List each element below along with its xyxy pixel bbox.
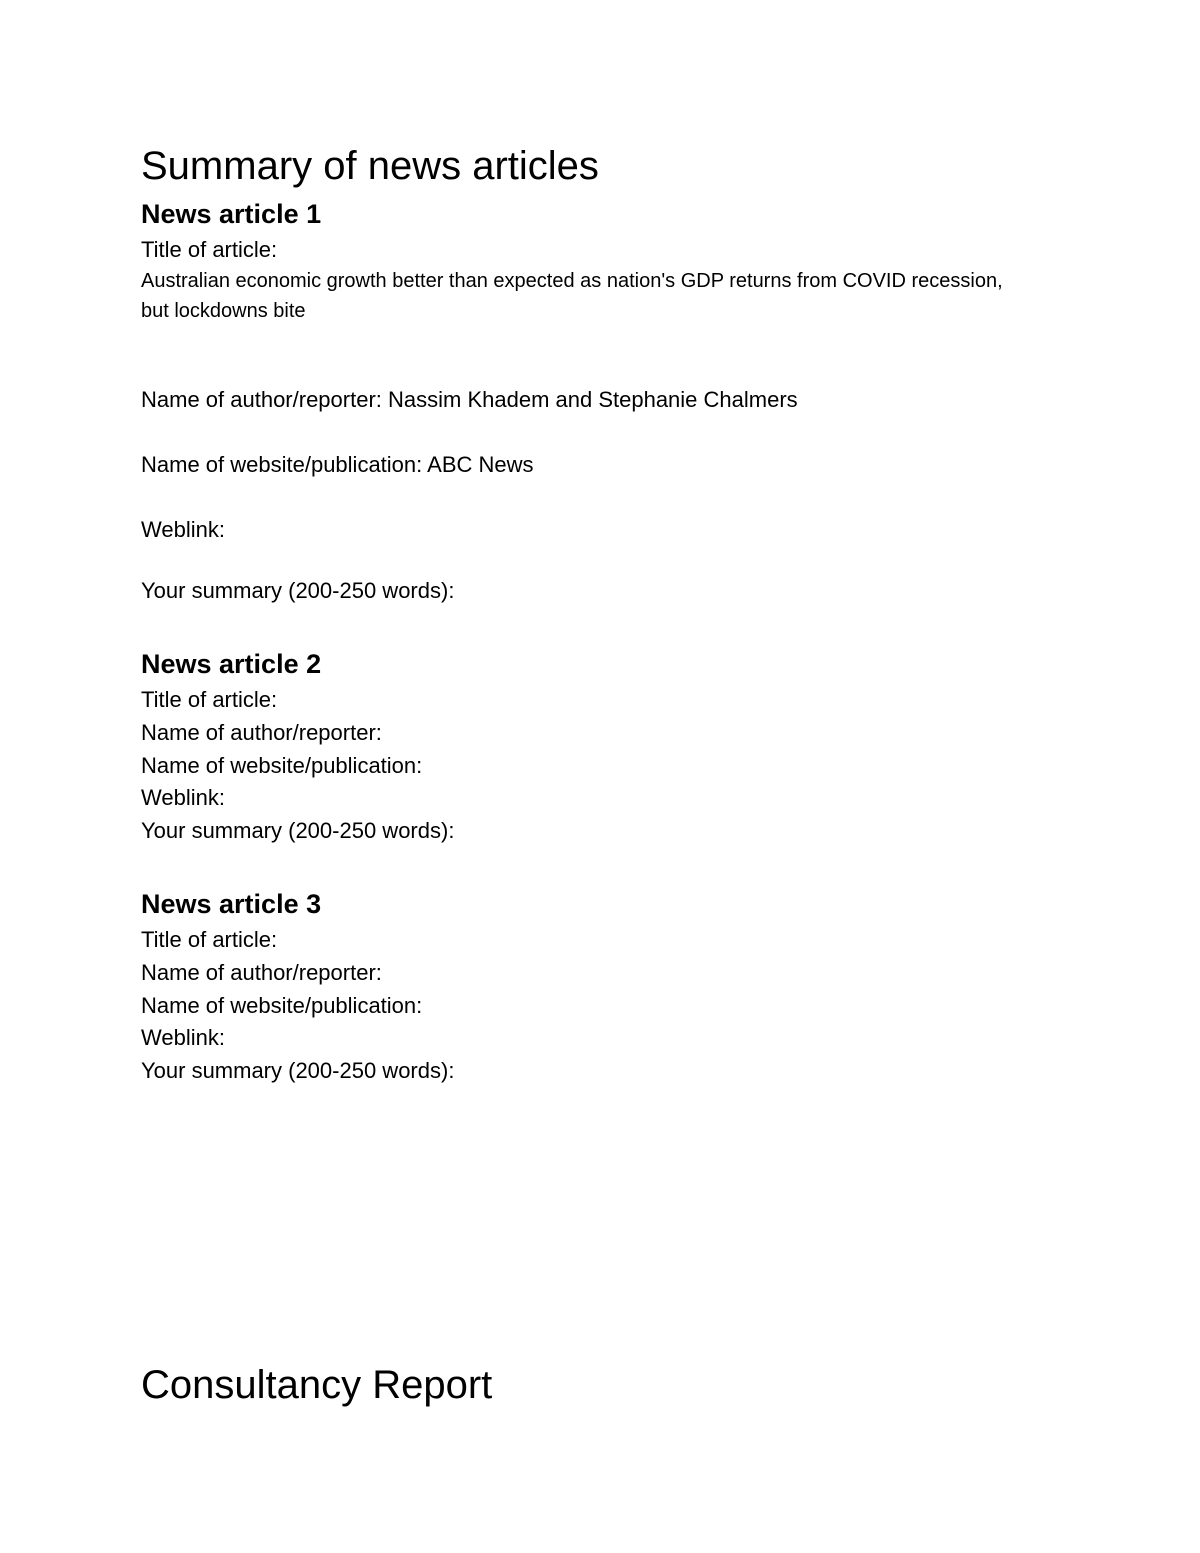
article-2-website-line: Name of website/publication: bbox=[141, 753, 423, 778]
article-1-summary-line: Your summary (200-250 words): bbox=[141, 578, 455, 603]
document-title: Summary of news articles bbox=[141, 144, 599, 188]
consultancy-report-title: Consultancy Report bbox=[141, 1363, 493, 1407]
article-1-title-label: Title of article: bbox=[141, 237, 278, 262]
article-2-summary-line: Your summary (200-250 words): bbox=[141, 818, 455, 843]
article-3-website-line: Name of website/publication: bbox=[141, 993, 423, 1018]
article-1-website-line: Name of website/publication: ABC News bbox=[141, 452, 534, 477]
article-1-heading: News article 1 bbox=[141, 199, 322, 229]
article-2-title-label: Title of article: bbox=[141, 687, 278, 712]
article-3-author-line: Name of author/reporter: bbox=[141, 960, 382, 985]
article-3-title-label: Title of article: bbox=[141, 927, 278, 952]
article-2-heading: News article 2 bbox=[141, 649, 322, 679]
article-1-title-value-line-1: Australian economic growth better than expected as nation's GDP returns from COVID recession, bbox=[141, 270, 1003, 292]
article-1-title-value-line-2: but lockdowns bite bbox=[141, 300, 306, 322]
article-3-weblink-line: Weblink: bbox=[141, 1025, 225, 1050]
article-3-summary-line: Your summary (200-250 words): bbox=[141, 1058, 455, 1083]
article-3-heading: News article 3 bbox=[141, 889, 322, 919]
article-1-weblink-line: Weblink: bbox=[141, 517, 225, 542]
article-1-author-line: Name of author/reporter: Nassim Khadem and Stephanie Chalmers bbox=[141, 387, 798, 412]
article-2-author-line: Name of author/reporter: bbox=[141, 720, 382, 745]
article-2-weblink-line: Weblink: bbox=[141, 785, 225, 810]
